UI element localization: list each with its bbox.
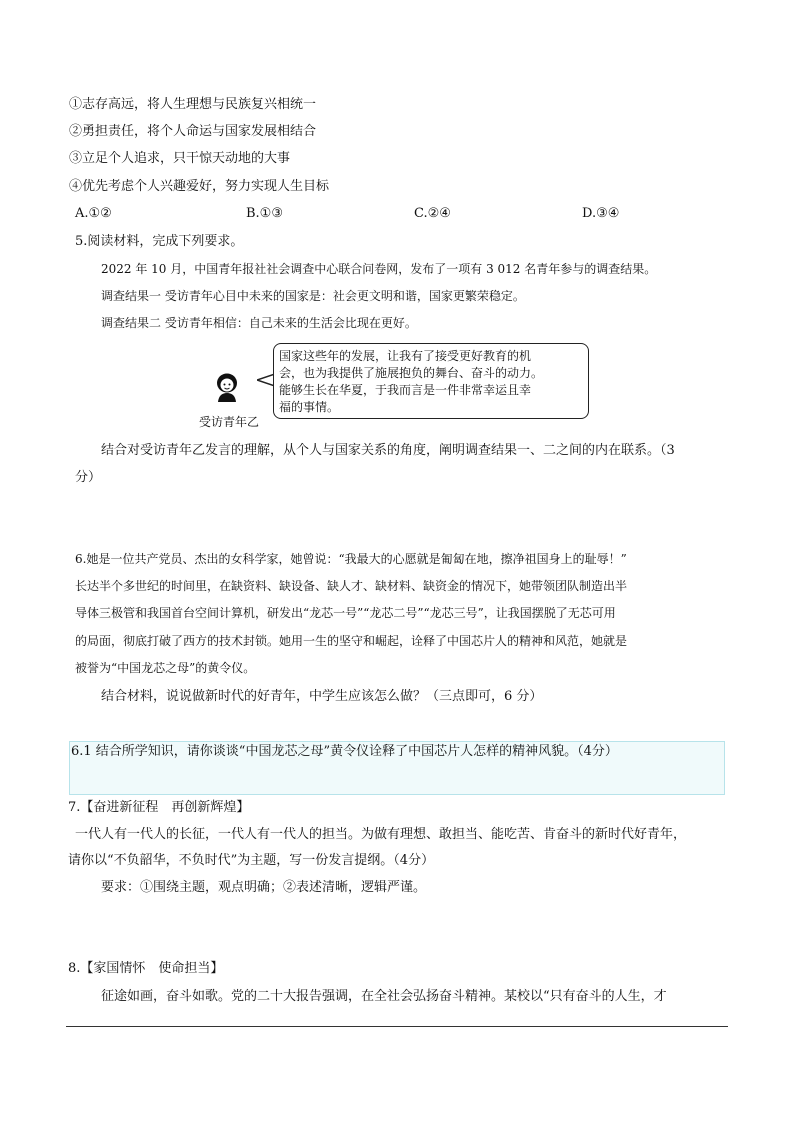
speech-line-2: 会，也为我提供了施展抱负的舞台、奋斗的动力。	[279, 366, 544, 380]
q6-material-line-1: 6.她是一位共产党员、杰出的女科学家，她曾说：“我最大的心愿就是匍匐在地，擦净祖国身上的耻辱！”	[75, 552, 627, 566]
choice-c: C.②④	[414, 206, 451, 221]
speech-line-4: 福的事情。	[279, 400, 340, 414]
speaker-label: 受访青年乙	[199, 415, 260, 429]
q7-requirement: 要求：①围绕主题，观点明确；②表述清晰，逻辑严谨。	[101, 880, 427, 895]
youth-avatar-icon	[213, 372, 241, 402]
choice-d: D.③④	[582, 206, 620, 221]
q5-material-line: 2022 年 10 月，中国青年报社社会调查中心联合问卷网，发布了一项有 3 012 名青年参与的调查结果。	[101, 262, 657, 276]
q5-stem: 5.阅读材料，完成下列要求。	[75, 234, 244, 249]
q5-result-1: 调查结果一 受访青年心目中未来的国家是：社会更文明和谐，国家更繁荣稳定。	[101, 289, 525, 303]
q6-question: 结合材料，说说做新时代的好青年，中学生应该怎么做？（三点即可，6 分）	[101, 689, 543, 704]
q5-question-line-2: 分）	[75, 470, 102, 485]
q5-question-line-1: 结合对受访青年乙发言的理解，从个人与国家关系的角度，阐明调查结果一、二之间的内在联系。（3	[101, 443, 675, 458]
q8-line-1: 征途如画，奋斗如歌。党的二十大报告强调，在全社会弘扬奋斗精神。某校以“只有奋斗的人生，才	[101, 989, 667, 1004]
q5-result-2: 调查结果二 受访青年相信：自己未来的生活会比现在更好。	[101, 316, 417, 330]
q6-material-line-5: 被誉为“中国龙芯之母”的黄令仪。	[75, 661, 256, 675]
option-3: ③立足个人追求，只干惊天动地的大事	[69, 151, 291, 166]
q7-line-1: 一代人有一代人的长征，一代人有一代人的担当。为做有理想、敢担当、能吃苦、肯奋斗的新时代好青年，	[75, 827, 687, 842]
q7-title: 7.【奋进新征程 再创新辉煌】	[68, 800, 250, 815]
option-2: ②勇担责任，将个人命运与国家发展相结合	[69, 124, 317, 139]
choice-b: B.①③	[246, 206, 283, 221]
option-1: ①志存高远，将人生理想与民族复兴相统一	[69, 97, 317, 112]
choice-a: A.①②	[75, 206, 112, 221]
page-footer-rule	[66, 1026, 728, 1027]
q6-material-line-4: 的局面，彻底打破了西方的技术封锁。她用一生的坚守和崛起，诠释了中国芯片人的精神和风范，她就是	[75, 634, 628, 648]
q8-title: 8.【家国情怀 使命担当】	[68, 961, 224, 976]
q6-1-question: 6.1 结合所学知识，请你谈谈“中国龙芯之母”黄令仪诠释了中国芯片人怎样的精神风貌。（4分）	[71, 744, 618, 759]
q7-line-2: 请你以“不负韶华，不负时代”为主题，写一份发言提纲。（4分）	[68, 853, 435, 868]
speech-line-3: 能够生长在华夏，于我而言是一件非常幸运且幸	[279, 383, 532, 397]
q6-material-line-2: 长达半个多世纪的时间里，在缺资料、缺设备、缺人才、缺材料、缺资金的情况下，她带领团队制造出半	[75, 579, 628, 593]
option-4: ④优先考虑个人兴趣爱好，努力实现人生目标	[69, 179, 330, 194]
speech-line-1: 国家这些年的发展，让我有了接受更好教育的机	[279, 349, 532, 363]
q6-material-line-3: 导体三极管和我国首台空间计算机，研发出“龙芯一号”“龙芯二号”“龙芯三号”，让我国摆脱了无芯可用	[75, 606, 616, 620]
